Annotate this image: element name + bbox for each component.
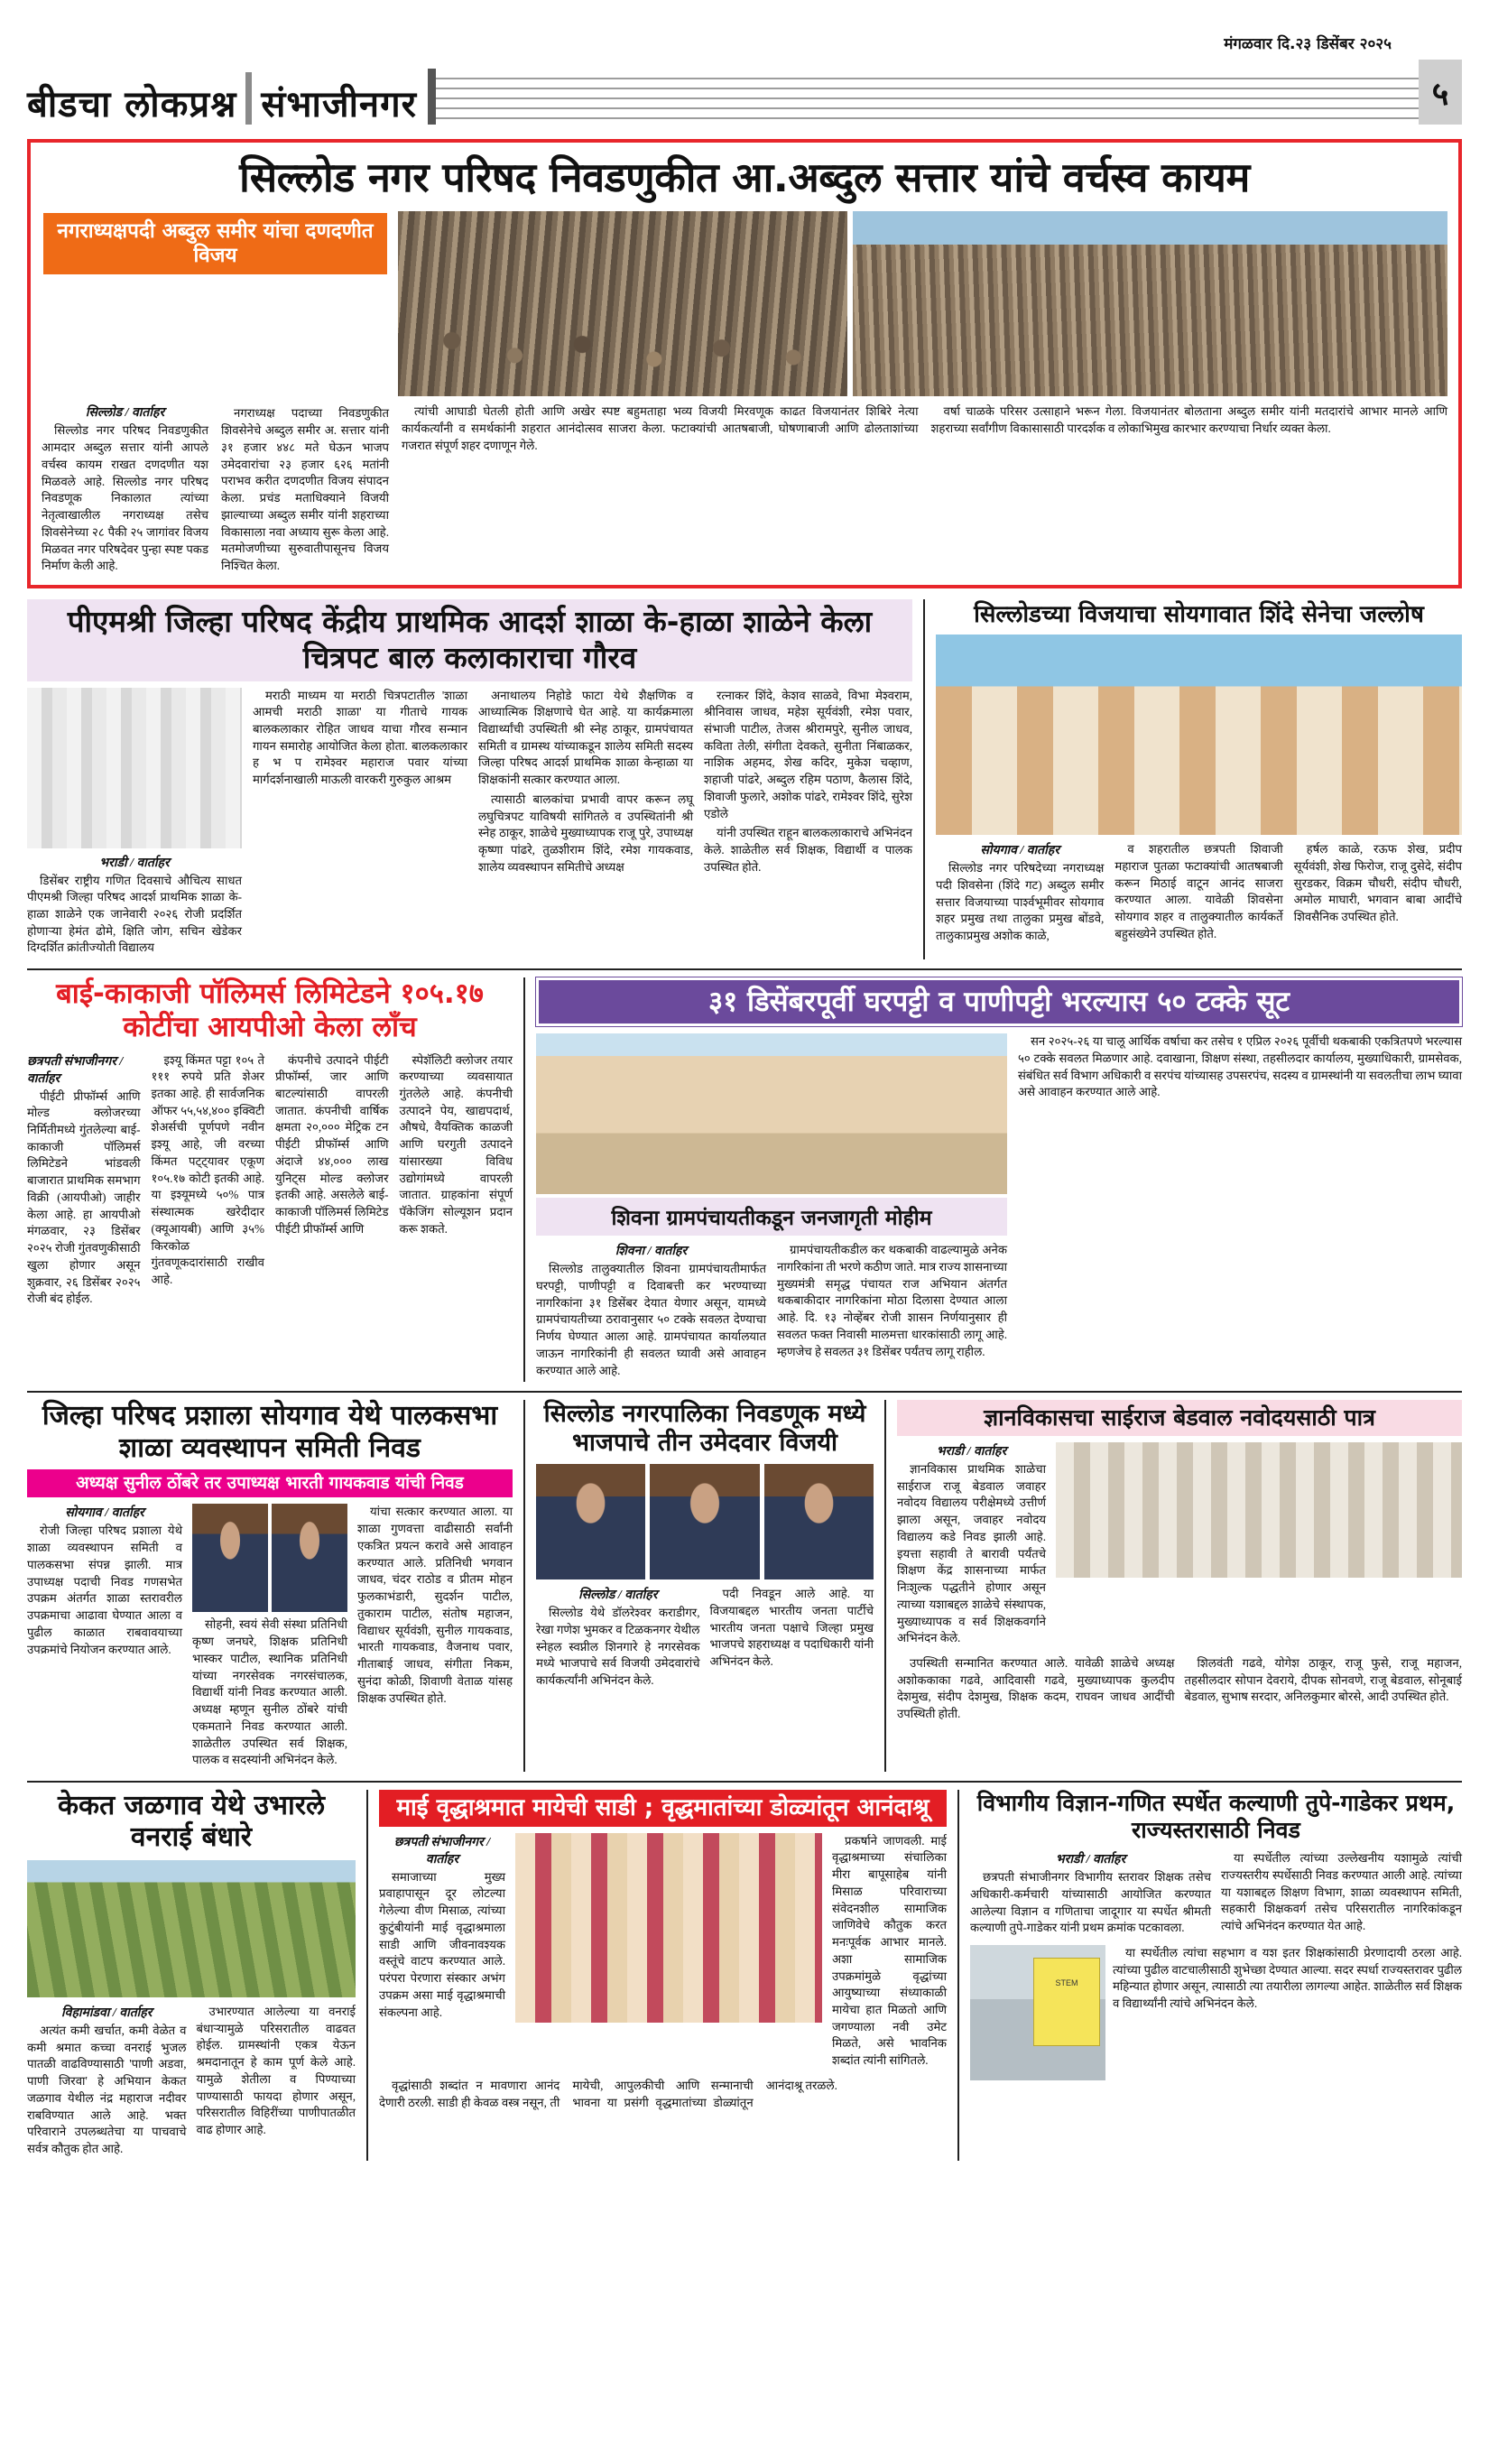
story-tax	[525, 977, 1462, 1382]
bjp-winner-3	[764, 1464, 874, 1579]
row-5	[27, 1790, 1462, 2161]
lead-col-2: नगराध्यक्ष पदाच्या निवडणुकीत शिवसेनेचे अब्दुल समीर अ. सत्तार यांनी ३१ हजार ४४८ मते घेऊन भाजप उमेदवारांचा २३ हजार ६२६ मतांनी पराभव करीत दणदणीत विजय संपादन केला. प्रचंड मताधिक्याने विजयी झाल्याच्या अब्दुल समीर यांनी शहराच्या विकासाला नवा अध्याय सुरू केला आहे. मतमोजणीच्या सुरुवातीपासूनच विजय निश्चित केला.	[221, 406, 389, 572]
bjp-col-2: पदी निवडून आले आहे. या विजयाबद्दल भारतीय जनता पार्टीचे भारतीय जनता पक्षाचे जिल्हा प्रमुख भाजपचे शहराध्यक्ष व पदाधिकारी यांनी अभिनंदन केले.	[709, 1587, 874, 1669]
vanrai-col-1: अत्यंत कमी खर्चात, कमी वेळेत व कमी श्रमात कच्चा वनराई भुजल पातळी वाढविण्यासाठी 'पाणी अडवा, पाणी जिरवा' हे अभियान केकत जळगाव येथील नंद्र महाराज नदीवर राबविण्यात आले आहे. भक्त परिवाराने उपलब्धतेचा या पाचवाचे सर्वत्र कौतुक होत आहे.	[27, 2023, 187, 2155]
story-science	[959, 1790, 1462, 2161]
ipo-headline: बाई-काकाजी पॉलिमर्स लिमिटेडने १०५.१७ कोटींचा आयपीओ केला लाँच	[56, 977, 484, 1044]
zp-soygaon-col-2: सोहनी, स्वयं सेवी संस्था प्रतिनिधी कृष्ण जनघरे, शिक्षक प्रतिनिधी भास्कर पाटील, स्थानिक प्रतिनिधी यांच्या नगरसेवक नगरसंचालक, विद्यार्थी यांनी निवड करण्यात आली. अध्यक्ष म्हणून सुनील ठोंबरे यांची एकमताने निवड करण्यात आली. शाळेतील उपस्थित सर्व शिक्षक, पालक व सदस्यांनी अभिनंदन केले.	[192, 1617, 347, 1767]
zp-soygaon-col-3: यांचा सत्कार करण्यात आला. या शाळा गुणवत्ता वाढीसाठी सर्वांनी एकत्रित प्रयत्न करावे असे आवाहन करण्यात आले. प्रतिनिधी भगवान जाधव, चंदर राठोड व प्रीतम मोहन फुलकाभंडारी, सुदर्शन पाटील, तुकाराम पाटील, संतोष महाजन, विद्याधर सूर्यवंशी, सुनील गायकवाड, भारती गायकवाड, वैजनाथ पवार, गीताबाई जाधव, संगीता निकम, सुनंदा कोळी, शिवाणी वेताळ यांसह शिक्षक उपस्थित होते.	[357, 1505, 513, 1705]
ipo-col-3: कंपनीचे उत्पादने पीईटी प्रीफॉर्म्स, जार आणि बाटल्यांसाठी वापरली जातात. कंपनीची वार्षिक क्षमता २०,००० मेट्रिक टन पीईटी प्रीफॉर्म्स आणि अंदाजे ४४,००० लाख युनिट्स मोल्ड क्लोजर इतकी आहे. असलेले बाई-काकाजी पॉलिमर्स लिमिटेड पीईटी प्रीफॉर्म्स आणि	[275, 1052, 389, 1236]
lead-col-3: त्यांची आघाडी घेतली होती आणि अखेर स्पष्ट बहुमताहा भव्य विजयी मिरवणूक काढत विजयानंतर शिबिरे नेत्या कार्यकर्त्यांनी व समर्थकांनी शहरात आनंदोत्सव साजरा केला. फटाक्यांची आतषबाजी, घोषणाबाजी आणि ढोलताशांच्या गजरात संपूर्ण शहर दणाणून गेले.	[402, 404, 919, 452]
lead-subhead-box: नगराध्यक्षपदी अब्दुल समीर यांचा दणदणीत विजय	[42, 211, 389, 276]
pmshri-col-2: मराठी माध्यम या मराठी चित्रपटातील 'शाळा आमची मराठी शाळा' या गीताचे गायक बालकलाकार रोहित जाधव याचा गौरव सन्मान गायन समारोह आयोजित केला होता. बालकलाकार ह भ प रामेश्वर महाराज पवार यांच्या मार्गदर्शनाखाली माऊली वारकरी गुरुकुल आश्रम	[253, 688, 467, 787]
vruddhashram-headline: माई वृद्धाश्रमात मायेची साडी ; वृद्धमातांच्या डोळ्यांतून आनंदाश्रू	[396, 1794, 929, 1822]
tax-col-1: सिल्लोड तालुक्यातील शिवना ग्रामपंचायतीमार्फत घरपट्टी, पाणीपट्टी व दिवाबत्ती कर भरण्याच्या नागरिकांना ३१ डिसेंबर देयात येणार असून, यामध्ये ग्रामपंचायतीच्या ठरावानुसार ५० टक्के सवलत देण्याचा निर्णय घेण्यात आला आहे. ग्रामपंचायत कार्यालयात जाऊन नागरिकांनी ही सवलत घ्यावी असे आवाहन करण्यात आले आहे.	[536, 1262, 766, 1377]
lead-headline: सिल्लोड नगर परिषद निवडणुकीत आ.अब्दुल सत्तार यांचे वर्चस्व कायम	[239, 153, 1250, 201]
story-bjp	[525, 1400, 886, 1772]
pmshri-dateline: भराडी / वार्ताहर	[99, 856, 170, 870]
science-col-1: छत्रपती संभाजीनगर विभागीय स्तरावर शिक्षक तसेच अधिकारी-कर्मचारी यांच्यासाठी आयोजित करण्यात आलेल्या विज्ञान व गणिताचा जादूगार या स्पर्धेत श्रीमती कल्याणी तुपे-गाडेकर यांनी प्रथम क्रमांक पटकावला.	[970, 1870, 1211, 1935]
bjp-winner-1	[536, 1464, 645, 1579]
masthead-edition: संभाजीनगर	[261, 84, 418, 125]
science-dateline: भराडी / वार्ताहर	[1055, 1853, 1126, 1867]
shinde-sena-celebration-photo	[936, 635, 1462, 835]
vruddhashram-col-3: वृद्धांसाठी शब्दांत न मावणारा आनंद देणारी ठरली. साडी ही केवळ वस्त्र नसून, ती मायेची, आपुलकीची आणि सन्मानाची भावना या प्रसंगी वृद्धमातांच्या डोळ्यांतून आनंदाश्रू तरळले.	[379, 2078, 837, 2109]
vruddhashram-dateline: छत्रपती संभाजीनगर / वार्ताहर	[393, 1835, 491, 1867]
gram-panchayat-office-photo	[536, 1033, 1007, 1194]
navodaya-col-3: शिलवंती गढवे, योगेश ठाकूर, राजू फुसे, राजू महाजन, तहसीलदार सोपान देवराये, दीपक सोनवणे, राजू बेडवाल, सोनूबाई बेडवाल, सुभाष सरदार, अनिलकुमार बोरसे, आदी उपस्थित होते.	[1184, 1655, 1462, 1704]
lead-col-4: वर्षा चाळके परिसर उत्साहाने भरून गेला. विजयानंतर बोलताना अब्दुल समीर यांनी मतदारांचे आभार मानले आणि शहराच्या सर्वांगीण विकासासाठी पारदर्शक व लोकाभिमुख कारभार करण्याचा निर्धार व्यक्त केला.	[930, 404, 1447, 436]
story-navodaya	[886, 1400, 1462, 1772]
tax-photo-caption: शिवना ग्रामपंचायतीकडून जनजागृती मोहीम	[536, 1198, 1007, 1236]
row-3	[27, 977, 1462, 1382]
navodaya-dateline: भराडी / वार्ताहर	[936, 1444, 1007, 1459]
story-vanrai	[27, 1790, 368, 2161]
ipo-col-4: स्पेशॅलिटी क्लोजर तयार करण्याच्या व्यवसायात गुंतलेले आहे. कंपनीची उत्पादने पेय, खाद्यपदार्थ, औषधे, वैयक्तिक काळजी आणि घरगुती उत्पादने यांसारख्या विविध उद्योगांमध्ये वापरली जातात. ग्राहकांना संपूर्ण पॅकेजिंग सोल्यूशन प्रदान करू शकते.	[399, 1052, 513, 1236]
lead-dateline: सिल्लोड / वार्ताहर	[85, 406, 165, 421]
row-2	[27, 599, 1462, 959]
pmshri-col-4: रत्नाकर शिंदे, केशव साळवे, विभा मेश्वराम, श्रीनिवास जाधव, महेश सूर्यवंशी, रमेश पवार, संभाजी पाटील, तेजस श्रीरामपुरे, सुनील जाधव, कविता तेली, संगीता देवकते, सुनीता निंबाळकर, नाशिक अहमद, शेख कदिर, मुकेश चव्हाण, शहाजी पांढरे, अब्दुल रहिम पठाण, कैलास शिंदे, शिवाजी फुलारे, अशोक पांढरे, रामेश्वर शिंदे, सुरेश एडोले यांनी उपस्थित राहून बालकलाकाराचे अभिनंदन केले. शाळेतील सर्व शिक्षक, विद्यार्थी व पालक उपस्थित होते.	[704, 688, 912, 874]
masthead-divider-2	[428, 69, 436, 125]
masthead	[27, 27, 1462, 126]
pmshri-headline: पीएमश्री जिल्हा परिषद केंद्रीय प्राथमिक आदर्श शाळा के-हाळा शाळेने केला चित्रपट बाल कलाकाराचा गौरव	[27, 599, 912, 681]
vruddhashram-col-1: समाजाच्या मुख्य प्रवाहापासून दूर लोटल्या गेलेल्या वीण मिसाळ, त्यांच्या कुटुंबीयांनी माई वृद्धाश्रमाला साडी आणि जीवनावश्यक वस्तूंचे वाटप करण्यात आले. परंपरा पेरणारा संस्कार अभंग उपक्रम असा माई वृद्धाश्रमाची संकल्पना आहे.	[379, 1869, 505, 2019]
row-5-divider	[27, 1781, 1462, 1783]
story-pmshri	[27, 599, 925, 959]
stem-poster: STEM	[1033, 1958, 1100, 2046]
soygaon-celebration-col-2: व शहरातील छत्रपती शिवाजी महाराज पुतळा फटाक्यांची आतषबाजी करून मिठाई वाटून आनंद साजरा करण्यात आला. यावेळी शिवसेना सोयगाव शहर व तालुक्यातील कार्यकर्ते बहुसंख्येने उपस्थित होते.	[1114, 842, 1283, 940]
masthead-date: मंगळवार दि.२३ डिसेंबर २०२५	[1224, 35, 1392, 53]
bjp-winner-2	[650, 1464, 759, 1579]
masthead-divider-1	[245, 72, 252, 125]
science-col-2: या स्पर्धेतील त्यांच्या उल्लेखनीय यशामुळे त्यांची राज्यस्तरीय स्पर्धेसाठी निवड करण्यात आली आहे. त्यांच्या या यशाबद्दल शिक्षण विभाग, शाळा व्यवस्थापन समिती, सहकारी शिक्षकवर्ग तसेच परिसरातील नागरिकांकडून त्यांचे अभिनंदन करण्यात येत आहे.	[1221, 1851, 1462, 1932]
pmshri-col-1: डिसेंबर राष्ट्रीय गणित दिवसाचे औचित्य साधत पीएमश्री जिल्हा परिषद आदर्श प्राथमिक शाळा के-हाळा शाळेने एक जानेवारी २०२६ रोजी प्रदर्शित होणाऱ्या हेमंत ढोमे, क्षिति जोग, सचिन खेडेकर दिग्दर्शित क्रांतीज्योती विद्यालय	[27, 873, 242, 955]
row-3-divider	[27, 968, 1462, 970]
vanrai-col-2: उभारण्यात आलेल्या या वनराई बंधाऱ्यामुळे परिसरातील वाढवत होईल. ग्रामस्थांनी एकत्र येऊन श्रमदानातून हे काम पूर्ण केले आहे. यामुळे शेतीला व पिण्याच्या पाण्यासाठी फायदा होणार असून, परिसरातील विहिरींच्या पाणीपातळीत वाढ होणार आहे.	[196, 2004, 356, 2136]
vanrai-bandhara-photo	[27, 1860, 356, 1997]
zp-soygaon-banner: अध्यक्ष सुनील ठोंबरे तर उपाध्यक्ष भारती गायकवाड यांची निवड	[76, 1473, 464, 1494]
zp-soygaon-col-1: रोजी जिल्हा परिषद प्रशाला येथे शाळा व्यवस्थापन समिती व पालकसभा संपन्न झाली. मात्र उपाध्यक्ष पदाची निवड गणसभेत उपक्रम अंतर्गत शाळा स्तरावरील उपक्रमाचा आढावा घेण्यात आला व पुढील काळात राबवावयाच्या उपक्रमांचे नियोजन करण्यात आले.	[27, 1524, 182, 1656]
story-vruddhashram	[368, 1790, 959, 2161]
science-col-3: या स्पर्धेतील त्यांचा सहभाग व यश इतर शिक्षकांसाठी प्रेरणादायी ठरला आहे. त्यांच्या पुढील वाटचालीसाठी शुभेच्छा देण्यात आल्या. सदर स्पर्धा राज्यस्तरावर पुढील महिन्यात होणार असून, त्यासाठी त्या तयारीला लागल्या आहेत. शाळेतील सर्व शिक्षक व विद्यार्थ्यांनी त्यांचे अभिनंदन केले.	[1113, 1946, 1462, 2011]
page-number: ५	[1419, 60, 1462, 125]
row-4	[27, 1400, 1462, 1772]
tax-dateline: शिवना / वार्ताहर	[615, 1245, 688, 1259]
vanrai-headline: केकत जळगाव येथे उभारले वनराई बंधारे	[57, 1790, 326, 1854]
sunil-thombre-portrait	[192, 1504, 268, 1612]
ipo-dateline: छत्रपती संभाजीनगर / वार्ताहर	[27, 1054, 124, 1086]
story-ipo	[27, 977, 525, 1382]
lead-story-block	[27, 139, 1462, 588]
soygaon-celebration-col-3: हर्षल काळे, रऊफ शेख, प्रदीप सूर्यवंशी, शेख फिरोज, राजू दुसेदे, संदीप सुरडकर, विक्रम चौधरी, संदीप चौधरी, अमोल माघारी, भगवान बाबा आदींचे शिवसैनिक उपस्थित होते.	[1293, 842, 1462, 924]
vruddhashram-col-2: प्रकर्षाने जाणवली. माई वृद्धाश्रमाच्या संचालिका मीरा बापूसाहेब यांनी मिसाळ परिवाराच्या संवेदनशील सामाजिक जाणिवेचे कौतुक करत मनःपूर्वक आभार मानले. अशा सामाजिक उपक्रमांमुळे वृद्धांच्या आयुष्याच्या संध्याकाळी मायेचा हात मिळतो आणि जगण्याला नवी उमेट मिळते, असे भावनिक शब्दांत त्यांनी सांगितले.	[832, 1833, 947, 2068]
tax-col-right: सन २०२५-२६ या चालू आर्थिक वर्षाचा कर तसेच १ एप्रिल २०२६ पूर्वीची थकबाकी एकत्रितपणे भरल्यास ५० टक्के सवलत मिळणार आहे. दवाखाना, शिक्षण संस्था, तहसीलदार कार्यालय, मुख्याधिकारी, ग्रामसेवक, संबंधित सर्व विभाग अधिकारी व सरपंच यांच्यासह उपसरपंच, सदस्य व ग्रामस्थांनी या सवलतीचा लाभ घ्यावा असे आवाहन करण्यात आले आहे.	[1018, 1034, 1462, 1099]
victory-rally-crowd-photo	[853, 211, 1447, 396]
navodaya-felicitation-photo	[1056, 1442, 1462, 1578]
bjp-headline: सिल्लोड नगरपालिका निवडणूक मध्ये भाजपाचे तीन उमेदवार विजयी	[543, 1400, 866, 1458]
soygaon-celebration-col-1: सिल्लोड नगर परिषदेच्या नगराध्यक्ष पदी शिवसेना (शिंदे गट) अब्दुल समीर सत्तार विजयाच्या पार्श्वभूमीवर सोयगाव शहर प्रमुख तथा तालुका प्रमुख बोंडवे, तालुकाप्रमुख अशोक काळे,	[936, 861, 1105, 943]
ipo-col-1: पीईटी प्रीफॉर्म्स आणि मोल्ड क्लोजरच्या निर्मितीमध्ये गुंतलेल्या बाई-काकाजी पॉलिमर्स लिमिटेडने भांडवली बाजारात प्राथमिक समभाग विक्री (आयपीओ) जाहीर केला आहे. हा आयपीओ मंगळवार, २३ डिसेंबर २०२५ रोजी गुंतवणुकीसाठी खुला होणार असून शुक्रवार, २६ डिसेंबर २०२५ रोजी बंद होईल.	[27, 1088, 141, 1306]
kalyani-tupe-gadekar-photo	[970, 1945, 1105, 2080]
saree-donation-photo	[515, 1833, 822, 2023]
row-4-divider	[27, 1391, 1462, 1393]
tax-col-2: ग्रामपंचायतीकडील कर थकबाकी वाढल्यामुळे अनेक नागरिकांना ती भरणे कठीण जाते. मात्र राज्य शासनाच्या मुख्यमंत्री समृद्ध पंचायत राज अभियान अंतर्गत थकबाकीदार नागरिकांना मोठा दिलासा देण्यात आला आहे. दि. १३ नोव्हेंबर रोजी शासन निर्णयानुसार ही सवलत फक्त निवासी मालमत्ता धारकांसाठी लागू आहे. म्हणजेच हे सवलत ३१ डिसेंबर पर्यंतच लागू राहील.	[777, 1243, 1008, 1358]
masthead-brand: बीडचा लोकप्रश्न	[27, 84, 237, 125]
science-headline: विभागीय विज्ञान-गणित स्पर्धेत कल्याणी तुपे-गाडेकर प्रथम, राज्यस्तरासाठी निवड	[976, 1790, 1456, 1844]
navodaya-col-1: ज्ञानविकास प्राथमिक शाळेचा साईराज राजू बेडवाल जवाहर नवोदय विद्यालय परीक्षेमध्ये उत्तीर्ण झाला असून, जवाहर नवोदय विद्यालय कडे निवड झाली आहे. इयत्ता सहावी ते बारावी पर्यंतचे शिक्षण केंद्र शासनाच्या मार्फत निःशुल्क पद्धतीने होणार असून त्याच्या यशाबद्दल शाळेचे संस्थापक, मुख्याध्यापक व सर्व शिक्षकवर्गाने अभिनंदन केले.	[897, 1461, 1046, 1645]
zp-soygaon-headline: जिल्हा परिषद प्रशाला सोयगाव येथे पालकसभा शाळा व्यवस्थापन समिती निवड	[42, 1400, 498, 1464]
zp-soygaon-dateline: सोयगाव / वार्ताहर	[65, 1506, 144, 1521]
pmshri-col-3: अनाथालय निहोडे फाटा येथे शैक्षणिक व आध्यात्मिक शिक्षणाचे घेत आहे. या कार्यक्रमाला विद्यार्थ्यांची उपस्थिती श्री स्नेह ठाकूर, ग्रामपंचायत समिती व ग्रामस्थ यांच्याकडून शालेय समिती सदस्य जिल्हा परिषद आदर्श प्राथमिक शाळा केन्हाळा या शिक्षकांनी सत्कार करण्यात आला. त्यासाठी बालकांचा प्रभावी वापर करून लघू लघुचित्रपट याविषयी सांगितले व उपस्थितांनी श्री स्नेह ठाकूर, शाळेचे मुख्याध्यापक राजू पुरे, उपाध्यक्ष कृष्णा पांढरे, तुळशीराम शिंदे, रमेश गायकवाड, शालेय व्यवस्थापन समितीचे अध्यक्ष	[478, 688, 693, 874]
lead-col-1: सिल्लोड नगर परिषद निवडणुकीत आमदार अब्दुल सत्तार यांनी आपले वर्चस्व कायम राखत दणदणीत यश मिळवले आहे. सिल्लोड नगर परिषद निवडणूक निकालात त्यांच्या नेतृत्वाखालील नगराध्यक्ष तसेच शिवसेनेच्या २८ पैकी २५ जागांवर विजय मिळवत नगर परिषदेवर पुन्हा स्पष्ट पकड निर्माण केली आहे.	[42, 423, 208, 573]
school-felicitation-photo	[27, 688, 242, 848]
navodaya-headline: ज्ञानविकासचा साईराज बेडवाल नवोदयसाठी पात्र	[984, 1404, 1375, 1431]
bjp-col-1: सिल्लोड येथे डॉलरेश्वर कराडीगर, रेखा गणेश भुमकर व टिळकनगर येथील स्नेहल स्वप्नील शिनगारे हे नगरसेवक मध्ये भाजपाचे सर्व विजयी उमेदवारांचे कार्यकर्त्यांनी अभिनंदन केले.	[536, 1606, 700, 1688]
ipo-col-2: इश्यू किंमत पट्टा १०५ ते १११ रुपये प्रति शेअर इतका आहे. ही सार्वजनिक ऑफर ५५,५४,४०० इक्विटी शेअर्सची पूर्णपणे नवीन इश्यू आहे, जी वरच्या किंमत पट्ट्यावर एकूण १०५.१७ कोटी इतकी आहे. या इश्यूमध्ये ५०% पात्र संस्थात्मक खरेदीदार (क्यूआयबी) आणि ३५% किरकोळ गुंतवणूकदारांसाठी राखीव आहे.	[151, 1052, 264, 1287]
victory-rally-truck-photo	[398, 211, 847, 396]
soygaon-celebration-headline: सिल्लोडच्या विजयाचा सोयगावात शिंदे सेनेचा जल्लोष	[974, 601, 1424, 628]
newspaper-page	[0, 27, 1489, 2464]
masthead-rule-lines	[436, 72, 1419, 125]
navodaya-col-2: उपस्थिती सन्मानित करण्यात आले. यावेळी शाळेचे अध्यक्ष अशोककाका गढवे, आदिवासी गढवे, मुख्याध्यापक कुलदीप देशमुख, संदीप देशमुख, शिक्षक कदम, राघवन जाधव आदींची उपस्थिती होती.	[897, 1655, 1175, 1721]
bjp-dateline: सिल्लोड / वार्ताहर	[578, 1589, 658, 1603]
bharati-gaikwad-portrait	[272, 1504, 347, 1612]
story-zp-soygaon	[27, 1400, 525, 1772]
soygaon-celebration-dateline: सोयगाव / वार्ताहर	[980, 844, 1059, 858]
story-soygaon-celebration	[925, 599, 1462, 959]
vanrai-dateline: विहामांडवा / वार्ताहर	[61, 2005, 153, 2020]
tax-headline: ३१ डिसेंबरपूर्वी घरपट्टी व पाणीपट्टी भरल्यास ५० टक्के सूट	[708, 986, 1290, 1019]
